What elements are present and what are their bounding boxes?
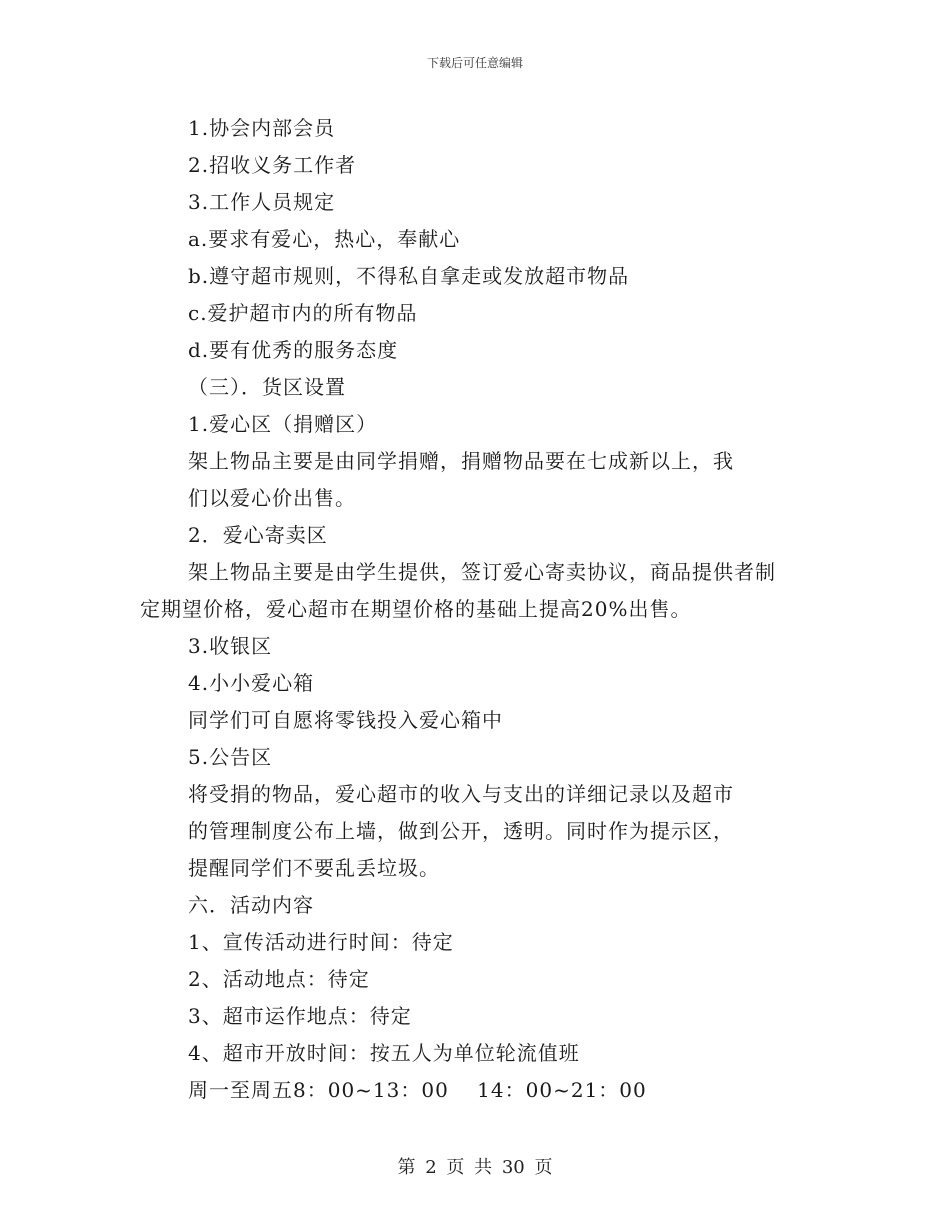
- paragraph-line: 2、活动地点：待定: [188, 967, 370, 991]
- paragraph-line: 3.工作人员规定: [188, 190, 336, 214]
- paragraph-line: 架上物品主要是由同学捐赠，捐赠物品要在七成新以上，我: [188, 449, 734, 473]
- section-heading: 六．活动内容: [188, 893, 314, 917]
- paragraph-line: 周一至周五8：00~13：00 14：00~21：00: [188, 1078, 647, 1102]
- page-footer: 第 2 页 共 30 页: [397, 1157, 553, 1178]
- paragraph-line: 4、超市开放时间：按五人为单位轮流值班: [188, 1041, 580, 1065]
- paragraph-line: 1.爱心区（捐赠区）: [188, 412, 378, 436]
- paragraph-line: 3.收银区: [188, 634, 273, 658]
- section-heading: （三）．货区设置: [188, 375, 346, 399]
- paragraph-line: c.爱护超市内的所有物品: [188, 301, 418, 325]
- page-header: 下载后可任意编辑: [426, 56, 523, 70]
- paragraph-line: 2.招收义务工作者: [188, 153, 357, 177]
- paragraph-line: b.遵守超市规则，不得私自拿走或发放超市物品: [188, 264, 630, 288]
- paragraph-line: 3、超市运作地点：待定: [188, 1004, 412, 1028]
- paragraph-line: 定期望价格，爱心超市在期望价格的基础上提高20%出售。: [140, 597, 692, 621]
- paragraph-line: 架上物品主要是由学生提供，签订爱心寄卖协议，商品提供者制: [188, 560, 776, 584]
- paragraph-line: 1.协会内部会员: [188, 116, 336, 140]
- paragraph-line: a.要求有爱心，热心，奉献心: [188, 227, 461, 251]
- paragraph-line: 4.小小爱心箱: [188, 671, 315, 695]
- paragraph-line: 提醒同学们不要乱丢垃圾。: [188, 856, 440, 880]
- paragraph-line: 2．爱心寄卖区: [188, 523, 328, 547]
- paragraph-line: 同学们可自愿将零钱投入爱心箱中: [188, 708, 503, 732]
- paragraph-line: 们以爱心价出售。: [188, 486, 356, 510]
- paragraph-line: 5.公告区: [188, 745, 273, 769]
- paragraph-line: 的管理制度公布上墙，做到公开，透明。同时作为提示区，: [188, 819, 734, 843]
- paragraph-line: d.要有优秀的服务态度: [188, 338, 399, 362]
- paragraph-line: 将受捐的物品，爱心超市的收入与支出的详细记录以及超市: [188, 782, 734, 806]
- paragraph-line: 1、宣传活动进行时间：待定: [188, 930, 454, 954]
- document-body: [140, 110, 810, 1109]
